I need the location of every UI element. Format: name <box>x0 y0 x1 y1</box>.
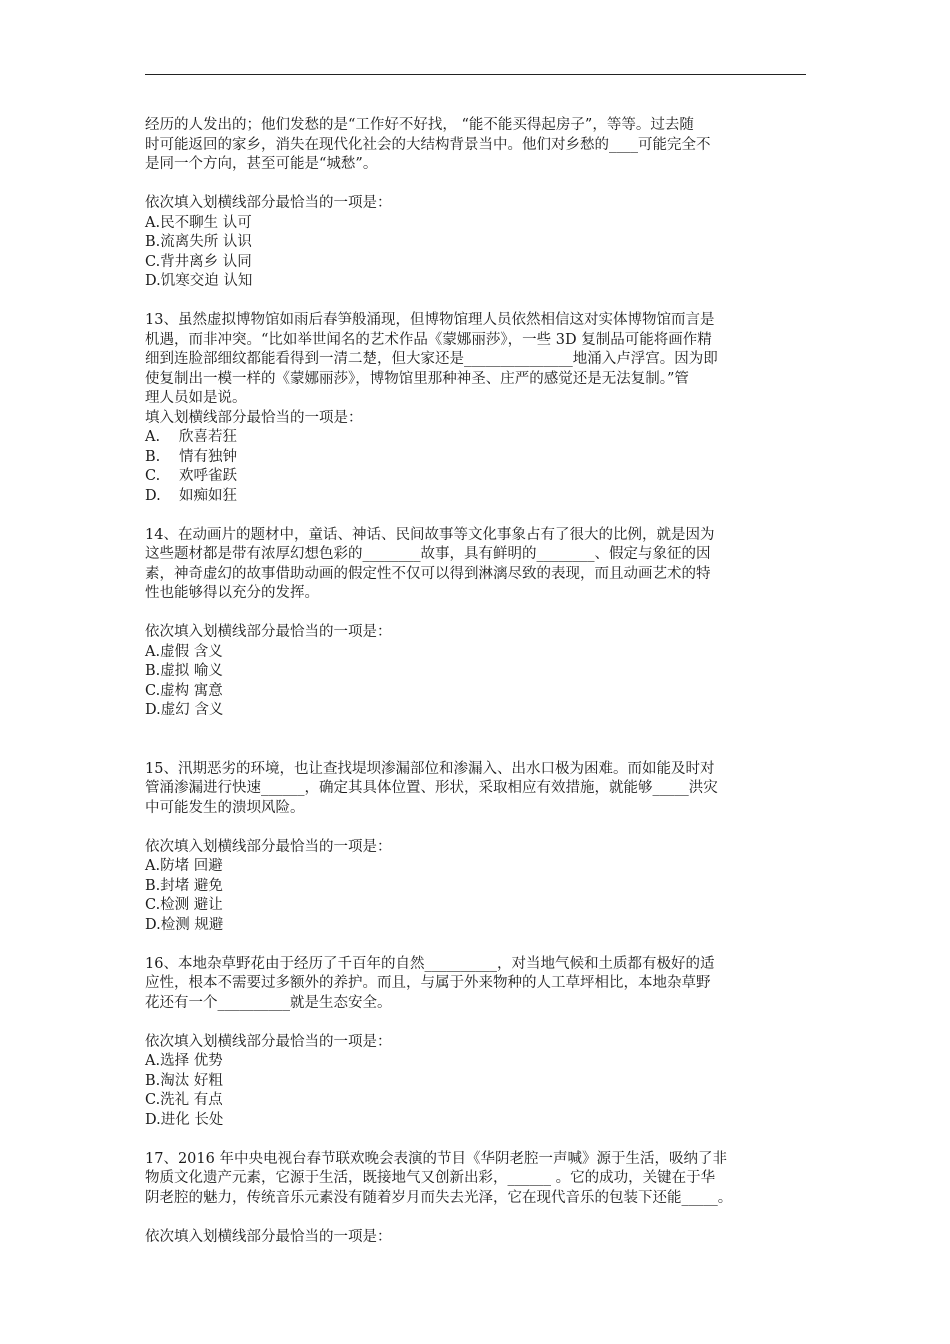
text-line: 13、虽然虚拟博物馆如雨后春笋般涌现，但博物馆理人员依然相信这对实体博物馆而言是 <box>145 312 715 328</box>
option-b: B.虚拟 喻义 <box>145 663 223 679</box>
option-a: A. 欣喜若狂 <box>145 429 237 445</box>
text-line: 14、在动画片的题材中，童话、神话、民间故事等文化事象占有了很大的比例，就是因为 <box>145 526 715 543</box>
text-line: 是同一个方向，甚至可能是“城愁”。 <box>145 156 378 172</box>
text-line: 使复制出一模一样的《蒙娜丽莎》，博物馆里那种神圣、庄严的感觉还是无法复制。”管 <box>145 370 689 387</box>
intro-paragraph <box>145 116 809 175</box>
question-prompt: 依次填入划横线部分最恰当的一项是： <box>145 624 392 640</box>
text-line: 物质文化遗产元素，它源于生活，既接地气又创新出彩，______ 。它的成功，关键在于华 <box>145 1170 716 1186</box>
text-line: 机遇，而非冲突。“比如举世闻名的艺术作品《蒙娜丽莎》，一些 3D 复制品可能将画作精 <box>145 331 712 348</box>
option-b: B. 情有独钟 <box>145 448 237 465</box>
option-b: B.流离失所 认识 <box>145 234 252 250</box>
text-line: 阴老腔的魅力，传统音乐元素没有随着岁月而失去光泽，它在现代音乐的包装下还能_____。 <box>145 1189 733 1206</box>
text-line: 性也能够得以充分的发挥。 <box>145 585 319 601</box>
text-line: 15、汛期恶劣的环境，也让查找堤坝渗漏部位和渗漏入、出水口极为困难。而如能及时对 <box>145 760 715 777</box>
question-prompt: 依次填入划横线部分最恰当的一项是： <box>145 195 392 211</box>
option-d: D.检测 规避 <box>145 916 224 933</box>
option-c: C.洗礼 有点 <box>145 1092 223 1108</box>
option-b: B.淘汰 好粗 <box>145 1072 223 1089</box>
option-d: D.虚幻 含义 <box>145 702 224 718</box>
text-line: 应性，根本不需要过多额外的养护。而且，与属于外来物种的人工草坪相比，本地杂草野 <box>145 975 711 991</box>
text-line: 素，神奇虚幻的故事借助动画的假定性不仅可以得到淋漓尽致的表现，而且动画艺术的特 <box>145 565 711 582</box>
question-17 <box>145 1150 809 1209</box>
text-line: 细到连脸部细纹都能看得到一清二楚，但大家还是_______________地涌入卢浮宫。因为即 <box>145 351 718 367</box>
option-d: D. 如痴如狂 <box>145 487 237 504</box>
document-body <box>145 116 809 1247</box>
option-a: A.防堵 回避 <box>145 858 223 874</box>
text-line: 经历的人发出的；他们发愁的是“工作好不好找， “能不能买得起房子”，等等。过去随 <box>145 117 694 133</box>
question-14 <box>145 526 809 604</box>
option-c: C.背井离乡 认同 <box>145 253 252 270</box>
question-13 <box>145 311 809 409</box>
question-prompt: 填入划横线部分最恰当的一项是： <box>145 409 363 426</box>
text-line: 理人员如是说。 <box>145 390 247 406</box>
text-line: 16、本地杂草野花由于经历了千百年的自然__________，对当地气候和土质都有极好的适 <box>145 955 715 972</box>
header-rule <box>145 74 806 75</box>
question-15 <box>145 760 809 819</box>
option-c: C.检测 避让 <box>145 897 223 913</box>
text-line: 这些题材都是带有浓厚幻想色彩的________故事，具有鲜明的________、假定与象征的因 <box>145 546 711 562</box>
option-c: C. 欢呼雀跃 <box>145 468 237 484</box>
text-line: 管涌渗漏进行快速______，确定其具体位置、形状，采取相应有效措施，就能够_____洪灾 <box>145 780 718 796</box>
option-a: A.民不聊生 认可 <box>145 214 252 231</box>
text-line: 时可能返回的家乡，消失在现代化社会的大结构背景当中。他们对乡愁的____可能完全不 <box>145 136 711 153</box>
question-prompt: 依次填入划横线部分最恰当的一项是： <box>145 1228 392 1245</box>
option-a: A.虚假 含义 <box>145 643 223 660</box>
text-line: 中可能发生的溃坝风险。 <box>145 799 305 816</box>
text-line: 花还有一个__________就是生态安全。 <box>145 994 392 1011</box>
question-prompt: 依次填入划横线部分最恰当的一项是： <box>145 838 392 855</box>
option-d: D.进化 长处 <box>145 1111 224 1128</box>
question-prompt: 依次填入划横线部分最恰当的一项是： <box>145 1033 392 1050</box>
question-16 <box>145 955 809 1014</box>
text-line: 17、2016 年中央电视台春节联欢晚会表演的节目《华阴老腔一声喊》源于生活，吸纳了非 <box>145 1150 727 1167</box>
option-b: B.封堵 避免 <box>145 877 223 894</box>
option-c: C.虚构 寓意 <box>145 682 223 699</box>
option-d: D.饥寒交迫 认知 <box>145 273 253 289</box>
option-a: A.选择 优势 <box>145 1053 223 1069</box>
